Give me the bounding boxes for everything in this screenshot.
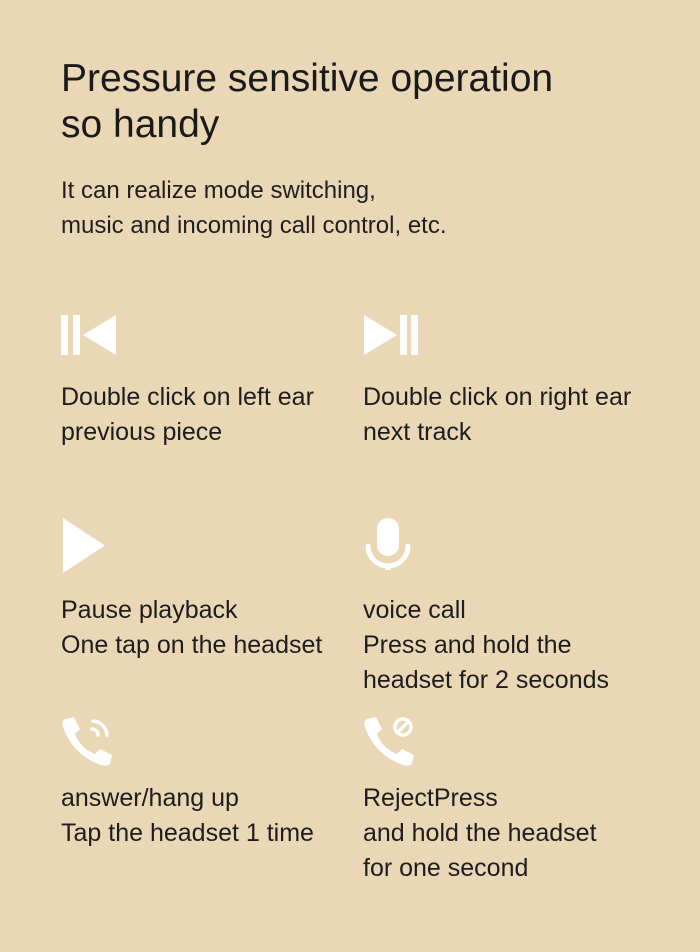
feature-line: headset for 2 seconds [363, 666, 609, 694]
feature-line: Tap the headset 1 time [61, 819, 314, 847]
title-line-2: so handy [61, 103, 220, 146]
feature-line: One tap on the headset [61, 631, 323, 659]
title-line-1: Pressure sensitive operation [61, 57, 554, 100]
subtitle-line-2: music and incoming call control, etc. [61, 212, 447, 239]
page-title [61, 56, 661, 148]
feature-line: voice call [363, 596, 466, 624]
feature-line: next track [363, 418, 472, 446]
feature-line: answer/hang up [61, 784, 239, 812]
microphone-icon [363, 518, 413, 570]
feature-line: Double click on right ear [363, 383, 632, 411]
feature-voice-call-text [363, 593, 609, 698]
feature-answer-hang-up-text [61, 781, 314, 851]
phone-reject-icon [363, 716, 423, 766]
next-track-icon [363, 313, 419, 357]
feature-line: and hold the headset [363, 819, 597, 847]
feature-line: Double click on left ear [61, 383, 314, 411]
page-subtitle [61, 173, 661, 243]
phone-ringing-icon [61, 716, 119, 766]
feature-line: for one second [363, 854, 529, 882]
feature-reject-text [363, 781, 597, 886]
feature-pause-playback-text [61, 593, 322, 663]
feature-line: Pause playback [61, 596, 238, 624]
play-icon [61, 518, 107, 574]
feature-line: previous piece [61, 418, 223, 446]
feature-previous-track-text [61, 380, 314, 450]
subtitle-line-1: It can realize mode switching, [61, 177, 376, 204]
feature-next-track-text [363, 380, 631, 450]
previous-track-icon [61, 313, 117, 357]
feature-line: Press and hold the [363, 631, 572, 659]
feature-line: RejectPress [363, 784, 498, 812]
